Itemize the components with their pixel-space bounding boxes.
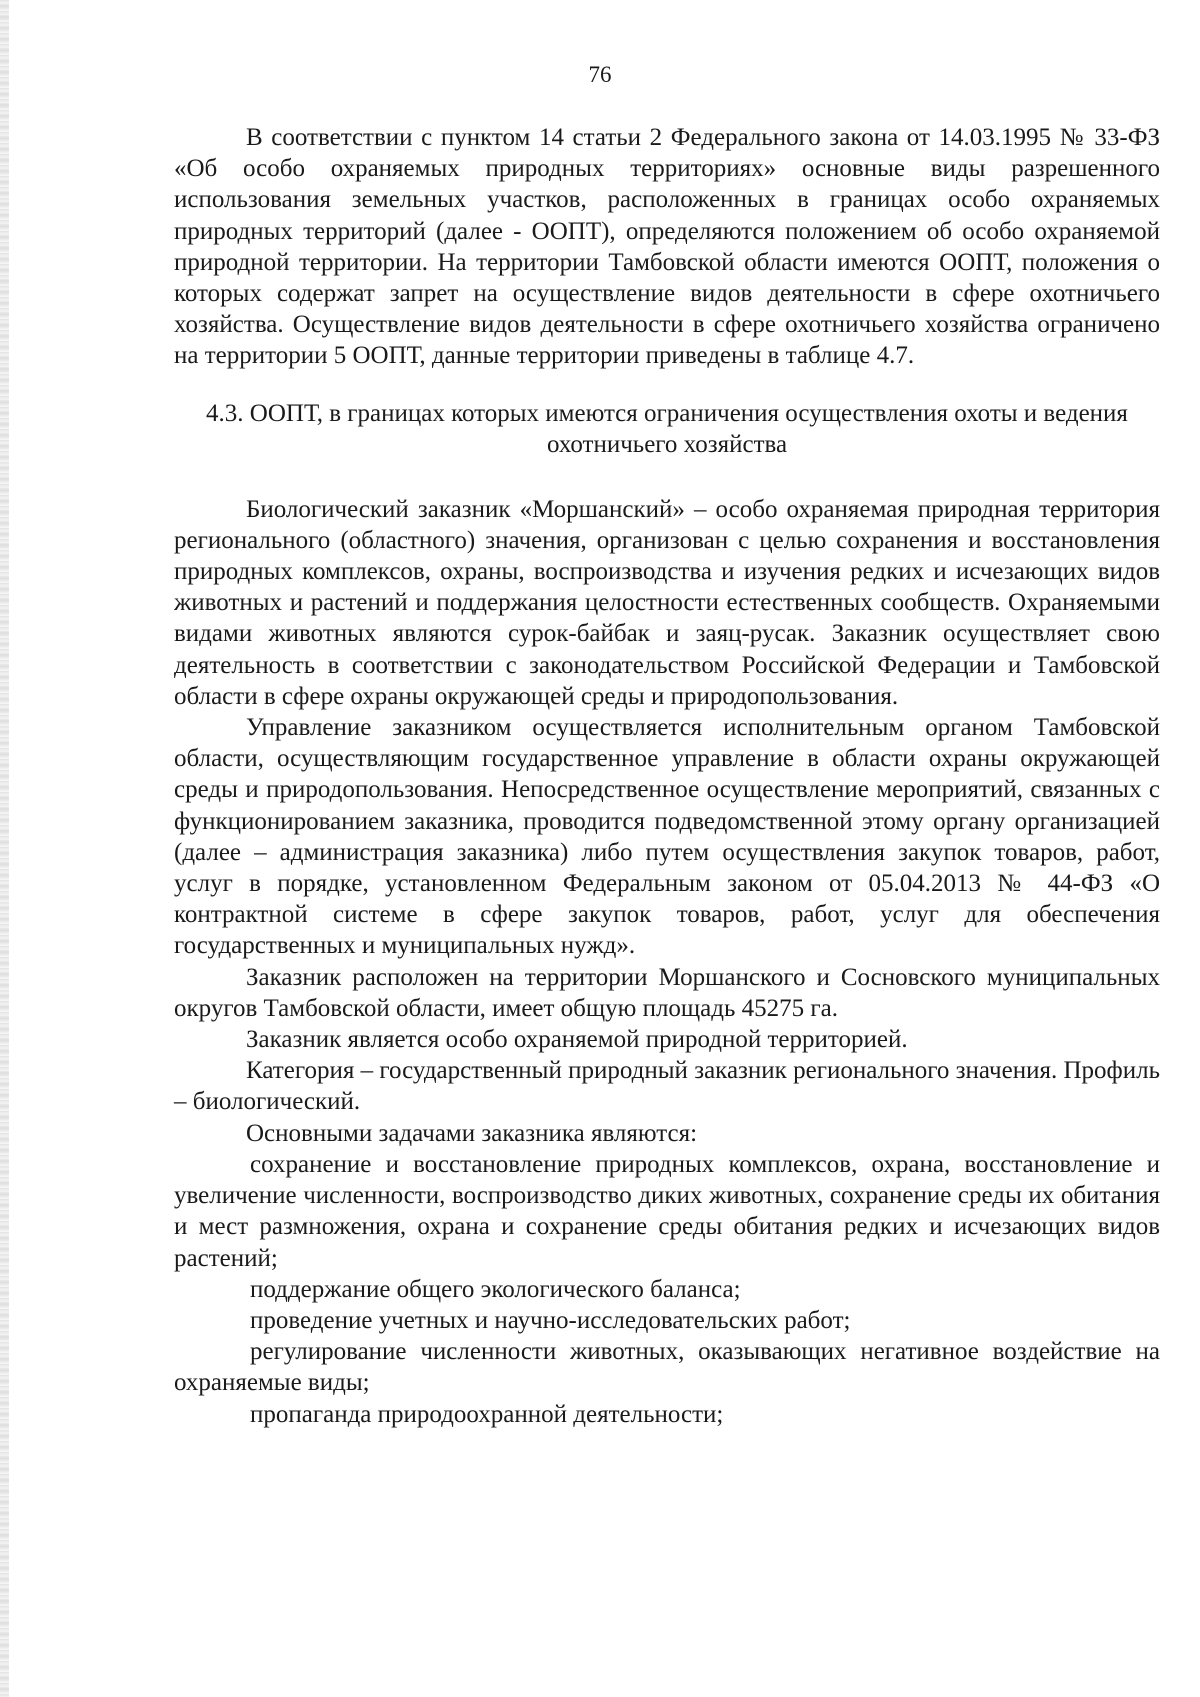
list-item: пропаганда природоохранной деятельности; [250,1400,724,1428]
paragraph-zakaznik-description: Биологический заказник «Моршанский» – особо охраняемая природная территория регионального (областного) значения, организован с целью сохранения и восстановления природных комплексов, охраны, воспроизводства и изучения редких и исчезающих видов животных и растений и поддержания целостности естественных сообществ. Охраняемыми видами животных являются сурок-байбак и заяц-русак. Заказник осуществляет свою деятельность в соответствии с законодательством Российской Федерации и Тамбовской области в сфере охраны окружающей среды и природопользования. [174,495,1160,710]
section-heading: 4.3. ООПТ, в границах которых имеются ограничения осуществления охоты и ведения охотничьего хозяйства [206,399,1128,458]
paragraph-tasks-intro: Основными задачами заказника являются: [246,1119,698,1147]
intro-paragraph: В соответствии с пунктом 14 статьи 2 Федерального закона от 14.03.1995 № 33-ФЗ «Об особо охраняемых природных территориях» основные виды разрешенного использования земельных участков, расположенных в границах особо охраняемых природных территорий (далее - ООПТ), определяются положением об особо охраняемой природной территории. На территории Тамбовской области имеются ООПТ, положения о которых содержат запрет на осуществление видов деятельности в сфере охотничьего хозяйства. Осуществление видов деятельности в сфере охотничьего хозяйства ограничено на территории 5 ООПТ, данные территории приведены в таблице 4.7. [174,124,1160,370]
paragraph-status: Заказник является особо охраняемой природной территорией. [246,1026,908,1054]
list-item: регулирование численности животных, оказывающих негативное воздействие на охраняемые виды; [174,1338,1160,1397]
list-item: сохранение и восстановление природных комплексов, охрана, восстановление и увеличение численности, воспроизводство диких животных, сохранение среды их обитания и мест размножения, охрана и сохранение среды обитания редких и исчезающих видов растений; [174,1150,1160,1272]
page-number: 76 [588,62,612,87]
paragraph-management: Управление заказником осуществляется исполнительным органом Тамбовской области, осуществляющим государственное управление в области охраны окружающей среды и природопользования. Непосредственное осуществление мероприятий, связанных с функционированием заказника, проводится подведомственной этому органу организацией (далее – администрация заказника) либо путем осуществления закупок товаров, работ, услуг в порядке, установленном Федеральным законом от 05.04.2013 № 44-ФЗ «О контрактной системе в сфере закупок товаров, работ, услуг для обеспечения государственных и муниципальных нужд». [174,714,1160,960]
paragraph-category: Категория – государственный природный заказник регионального значения. Профиль – биологический. [174,1057,1160,1116]
paragraph-location: Заказник расположен на территории Моршанского и Сосновского муниципальных округов Тамбовской области, имеет общую площадь 45275 га. [174,963,1160,1022]
scan-edge-artifact [0,0,9,1697]
list-item: поддержание общего экологического баланса; [250,1275,741,1303]
list-item: проведение учетных и научно-исследовательских работ; [250,1306,851,1334]
document-body [174,122,1160,1430]
